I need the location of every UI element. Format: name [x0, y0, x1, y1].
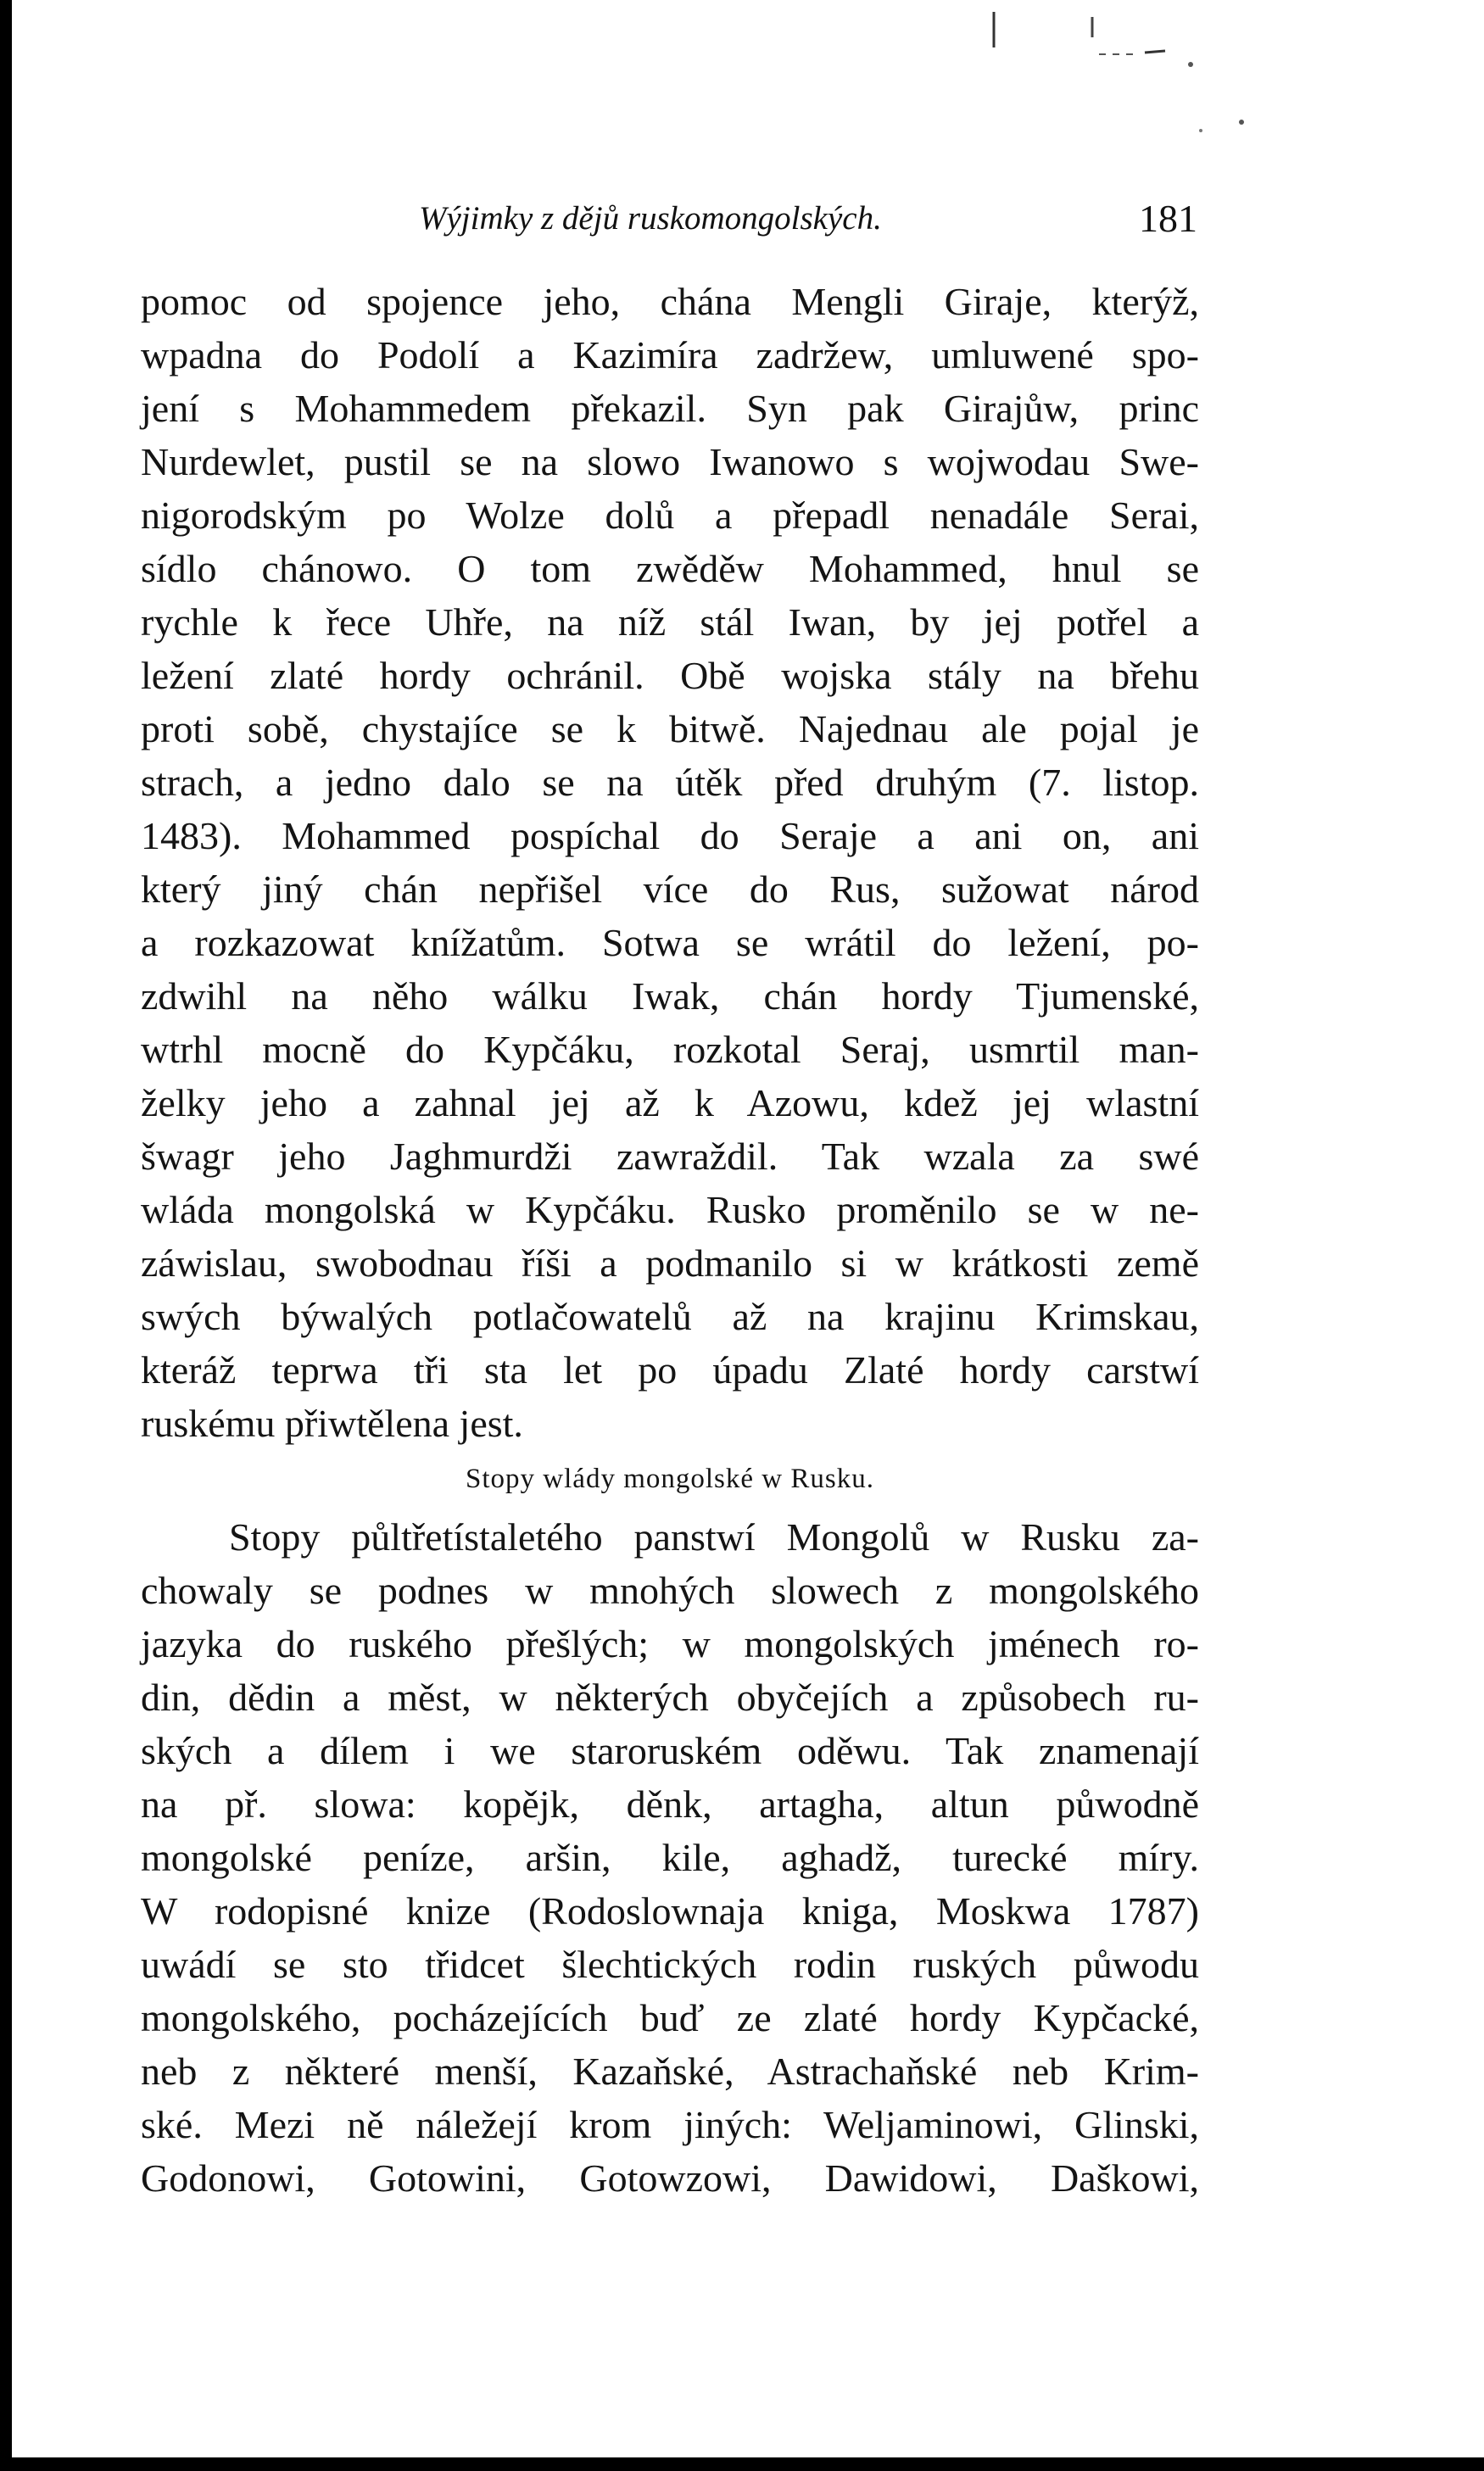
scan-bottom-edge	[0, 2457, 1484, 2471]
text-line: wpadna do Podolí a Kazimíra zadržew, umluwené spo-	[141, 333, 1199, 377]
body-text	[141, 275, 1199, 2205]
scan-left-edge	[0, 0, 12, 2471]
text-line: swých býwalých potlačowatelů až na krajinu Krimskau,	[141, 1295, 1199, 1338]
text-line: ské. Mezi ně náležejí krom jiných: Weljaminowi, Glinski,	[141, 2103, 1199, 2146]
text-line: sídlo chánowo. O tom zwěděw Mohammed, hnul se	[141, 547, 1199, 590]
text-line: na př. slowa: kopějk, děnk, artagha, altun půwodně	[141, 1782, 1199, 1826]
scan-marks	[987, 12, 1258, 139]
text-line: chowaly se podnes w mnohých slowech z mongolského	[141, 1569, 1199, 1612]
page-number: 181	[1139, 197, 1197, 240]
text-line: proti sobě, chystajíce se k bitwě. Najednau ale pojal je	[141, 707, 1199, 750]
text-line: ležení zlaté hordy ochránil. Obě wojska stály na břehu	[141, 654, 1199, 697]
text-line: strach, a jedno dalo se na útěk před druhým (7. listop.	[141, 761, 1199, 804]
scan-mark	[1188, 62, 1193, 67]
section-heading: Stopy wlády mongolské w Rusku.	[466, 1464, 874, 1494]
text-line: wláda mongolská w Kypčáku. Rusko proměnilo se w ne-	[141, 1188, 1199, 1231]
text-line: ských a dílem i we staroruském oděwu. Tak znamenají	[141, 1729, 1199, 1772]
text-line: din, dědin a měst, w některých obyčejích a způsobech ru-	[141, 1676, 1199, 1719]
scan-mark	[1145, 51, 1165, 53]
paragraph	[141, 1510, 1199, 2205]
text-line: pomoc od spojence jeho, chána Mengli Giraje, kterýž,	[141, 280, 1199, 323]
text-line: wtrhl mocně do Kypčáku, rozkotal Seraj, usmrtil man-	[141, 1028, 1199, 1071]
scan-mark	[1199, 129, 1202, 132]
text-line: uwádí se sto třidcet šlechtických rodin ruských půwodu	[141, 1943, 1199, 1986]
text-line: mongolského, pocházejících buď ze zlaté hordy Kypčacké,	[141, 1996, 1199, 2039]
text-line: 1483). Mohammed pospíchal do Seraje a ani on, ani	[141, 814, 1199, 857]
scan-mark	[1239, 120, 1244, 125]
text-line: kteráž teprwa tři sta let po úpadu Zlaté hordy carstwí	[141, 1348, 1199, 1392]
running-head	[139, 193, 1197, 244]
text-line: rychle k řece Uhře, na níž stál Iwan, by jej potřel a	[141, 600, 1199, 644]
text-line: a rozkazowat knížatům. Sotwa se wrátil do ležení, po-	[141, 921, 1199, 964]
text-line: jení s Mohammedem překazil. Syn pak Girajůw, princ	[141, 387, 1199, 430]
running-title: Wýjimky z dějů ruskomongolských.	[419, 200, 882, 237]
text-line: Godonowi, Gotowini, Gotowzowi, Dawidowi, Daškowi,	[141, 2156, 1199, 2200]
paragraph	[141, 275, 1199, 1450]
text-line: jazyka do ruského přešlých; w mongolských jménech ro-	[141, 1622, 1199, 1665]
text-line: neb z některé menší, Kazaňské, Astrachaňské neb Krim-	[141, 2050, 1199, 2093]
text-line: Nurdewlet, pustil se na slowo Iwanowo s wojwodau Swe-	[141, 440, 1199, 483]
text-line: který jiný chán nepřišel více do Rus, sužowat národ	[141, 867, 1199, 911]
text-line: mongolské peníze, aršin, kile, aghadž, turecké míry.	[141, 1836, 1199, 1879]
text-line: zdwihl na něho wálku Iwak, chán hordy Tjumenské,	[141, 974, 1199, 1018]
text-line: Stopy půltřetístaletého panstwí Mongolů w Rusku za-	[229, 1515, 1199, 1559]
text-line: nigorodským po Wolze dolů a přepadl nenadále Serai,	[141, 494, 1199, 537]
text-line: želky jeho a zahnal jej až k Azowu, kdež jej wlastní	[141, 1081, 1199, 1124]
text-line: šwagr jeho Jaghmurdži zawraždil. Tak wzala za swé	[141, 1135, 1199, 1178]
book-page	[12, 0, 1484, 2457]
text-line: záwislau, swobodnau říši a podmanilo si w krátkosti země	[141, 1241, 1199, 1285]
text-line: W rodopisné knize (Rodoslownaja kniga, Moskwa 1787)	[141, 1889, 1199, 1933]
text-line: ruskému přiwtělena jest.	[141, 1402, 523, 1445]
